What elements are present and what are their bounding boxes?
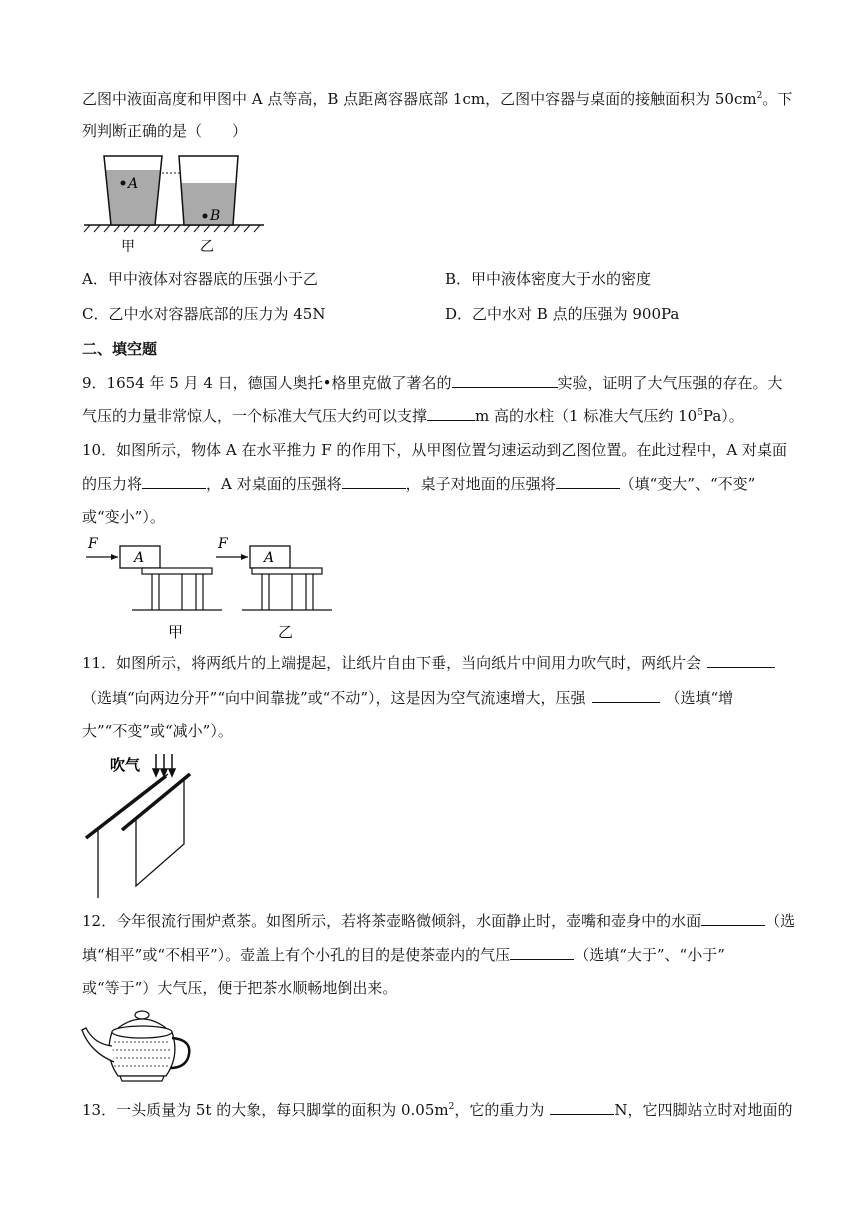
q13-blank-1[interactable] xyxy=(550,1100,614,1115)
q8-option-b: B．甲中液体密度大于水的密度 xyxy=(445,270,652,288)
q10-blank-3[interactable] xyxy=(556,474,620,489)
q8-text-line-1 xyxy=(82,89,792,109)
q8-line1-text: 乙图中液面高度和甲图中 A 点等高，B 点距离容器底部 1cm，乙图中容器与桌面的接触面积为 50cm xyxy=(82,90,757,108)
q8-container-figure xyxy=(80,150,280,260)
q11-line-1 xyxy=(82,653,775,673)
q12-blank-1[interactable] xyxy=(701,911,765,926)
q12-blank-2[interactable] xyxy=(510,945,574,960)
container-right-liquid xyxy=(181,183,236,225)
q11-blank-1[interactable] xyxy=(707,653,775,668)
q9-l2c: Pa）。 xyxy=(702,407,744,425)
q9-l1a: 9．1654 年 5 月 4 日，德国人奥托•格里克做了著名的 xyxy=(82,374,452,392)
caption-yi: 乙 xyxy=(200,239,214,255)
caption-jia-table: 甲 xyxy=(168,623,184,641)
q12-line-1 xyxy=(82,911,795,931)
q8-line2-text: 列判断正确的是（ ） xyxy=(82,122,248,140)
q10-line-2 xyxy=(82,474,755,494)
q13-line-1 xyxy=(82,1100,792,1120)
q10-l2a: 的压力将 xyxy=(82,475,143,493)
q10-blank-1[interactable] xyxy=(142,474,206,489)
teapot-spout xyxy=(82,1028,114,1062)
q10-table-figure xyxy=(84,534,344,644)
q8-line1-sup: 2 xyxy=(756,91,763,101)
q13-l1sup: 2 xyxy=(448,1102,455,1112)
q9-l2a: 气压的力量非常惊人，一个标准大气压大约可以支撑 xyxy=(82,407,428,425)
point-b-label: B xyxy=(210,208,221,224)
caption-jia: 甲 xyxy=(121,239,135,255)
q11-line-3 xyxy=(82,721,233,741)
point-a-dot xyxy=(121,181,126,186)
q9-l2sup: 5 xyxy=(697,408,703,418)
q12-l1a: 12．今年很流行围炉煮茶。如图所示，若将茶壶略微倾斜，水面静止时，壶嘴和壶身中的水面 xyxy=(82,912,702,930)
q10-l1: 10．如图所示，物体 A 在水平推力 F 的作用下，从甲图位置匀速运动到乙图位置。在此过程中，A 对桌面 xyxy=(82,441,788,459)
force-label-right: F xyxy=(218,536,228,552)
force-label-left: F xyxy=(88,536,98,552)
q13-l1b: ，它的重力为 xyxy=(454,1101,545,1119)
block-a-right-label: A xyxy=(264,550,275,566)
q11-paper-figure xyxy=(80,750,210,900)
q10-l3: 或“变小”）。 xyxy=(82,508,165,526)
q8-line1-end: 。下 xyxy=(762,90,793,108)
point-a-label: A xyxy=(128,176,139,192)
q10-blank-2[interactable] xyxy=(342,474,406,489)
q8-text-line-2 xyxy=(82,121,247,141)
blow-label: 吹气 xyxy=(110,756,141,774)
section-title: 二、填空题 xyxy=(82,340,158,358)
q12-l2a: 填“相平”或“不相平”）。壶盖上有个小孔的目的是使茶壶内的气压 xyxy=(82,946,511,964)
block-a-left-label: A xyxy=(134,550,145,566)
q8-option-d: D．乙中水对 B 点的压强为 900Pa xyxy=(445,305,680,323)
q12-l1b: （选 xyxy=(765,912,796,930)
q11-blank-2[interactable] xyxy=(592,688,660,703)
paper-sheet-front xyxy=(136,780,184,886)
teapot-figure xyxy=(80,1006,200,1086)
q9-l2b: m 高的水柱（1 标准大气压约 10 xyxy=(475,407,698,425)
q10-l2d: （填“变大”、“不变” xyxy=(619,475,756,493)
q12-line-3 xyxy=(82,978,397,998)
q10-line-3 xyxy=(82,507,165,527)
table-top-right xyxy=(252,568,322,574)
q11-l3: 大”“不变”或“减小”）。 xyxy=(82,722,233,740)
q10-l2b: ，A 对桌面的压强将 xyxy=(206,475,342,493)
q11-l2a: （选填“向两边分开”“向中间靠拢”或“不动”），这是因为空气流速增大，压强 xyxy=(82,689,586,707)
q10-line-1 xyxy=(82,440,787,460)
q10-l2c: ，桌子对地面的压强将 xyxy=(405,475,556,493)
q9-blank-2[interactable] xyxy=(427,406,475,421)
q12-l2b: （选填“大于”、“小于” xyxy=(574,946,725,964)
table-top-left xyxy=(142,568,212,574)
q12-line-2 xyxy=(82,945,725,965)
q13-l1a: 13．一头质量为 5t 的大象，每只脚掌的面积为 0.05m xyxy=(82,1101,449,1119)
q11-l1a: 11．如图所示，将两纸片的上端提起，让纸片自由下垂，当向纸片中间用力吹气时，两纸片会 xyxy=(82,654,702,672)
q8-option-a: A．甲中液体对容器底的压强小于乙 xyxy=(82,270,318,288)
caption-yi-table: 乙 xyxy=(278,623,294,641)
point-b-dot xyxy=(203,214,208,219)
q13-l1c: N，它四脚站立时对地面的 xyxy=(614,1101,793,1119)
q9-l1b: 实验，证明了大气压强的存在。大 xyxy=(557,374,783,392)
q9-line-1 xyxy=(82,373,783,393)
q11-l2b: （选填“增 xyxy=(665,689,734,707)
q11-line-2 xyxy=(82,688,733,708)
q9-line-2 xyxy=(82,406,744,426)
q9-blank-1[interactable] xyxy=(452,373,558,388)
q12-l3: 或“等于”）大气压，便于把茶水顺畅地倒出来。 xyxy=(82,979,398,997)
q8-option-c: C．乙中水对容器底部的压力为 45N xyxy=(82,305,326,323)
